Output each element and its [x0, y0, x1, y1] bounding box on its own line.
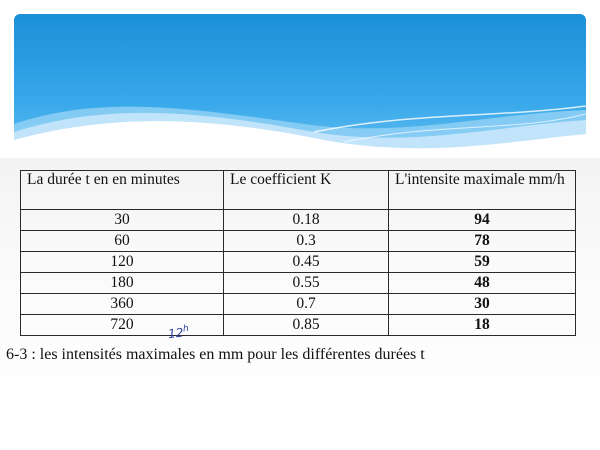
cell-coefficient: 0.3 [224, 231, 389, 252]
cell-duration: 720 [21, 315, 224, 336]
cell-intensity: 59 [389, 252, 576, 273]
cell-duration: 60 [21, 231, 224, 252]
cell-coefficient: 0.85 [224, 315, 389, 336]
cell-duration: 360 [21, 294, 224, 315]
table-row [21, 210, 576, 231]
handwritten-note-text: 12 [167, 325, 185, 342]
cell-duration: 120 [21, 252, 224, 273]
table-row [21, 294, 576, 315]
wave-graphic [14, 14, 586, 164]
cell-intensity: 18 [389, 315, 576, 336]
table-caption: 6-3 : les intensités maximales en mm pour les différentes durées t [6, 346, 425, 363]
cell-coefficient: 0.7 [224, 294, 389, 315]
table-header-row [21, 171, 576, 210]
cell-intensity: 30 [389, 294, 576, 315]
cell-intensity: 78 [389, 231, 576, 252]
header-coefficient: Le coefficient K [224, 171, 389, 210]
table-row [21, 315, 576, 336]
table-row [21, 252, 576, 273]
cell-duration: 180 [21, 273, 224, 294]
table-row [21, 273, 576, 294]
cell-intensity: 94 [389, 210, 576, 231]
cell-coefficient: 0.55 [224, 273, 389, 294]
cell-duration: 30 [21, 210, 224, 231]
table-row [21, 231, 576, 252]
wave-banner [14, 14, 586, 164]
handwritten-note-unit: h [182, 323, 190, 335]
header-duration: La durée t en en minutes [21, 171, 224, 210]
intensity-table [20, 170, 576, 336]
cell-intensity: 48 [389, 273, 576, 294]
cell-coefficient: 0.18 [224, 210, 389, 231]
handwritten-note [167, 324, 189, 341]
cell-coefficient: 0.45 [224, 252, 389, 273]
header-intensity: L'intensite maximale mm/h [389, 171, 576, 210]
